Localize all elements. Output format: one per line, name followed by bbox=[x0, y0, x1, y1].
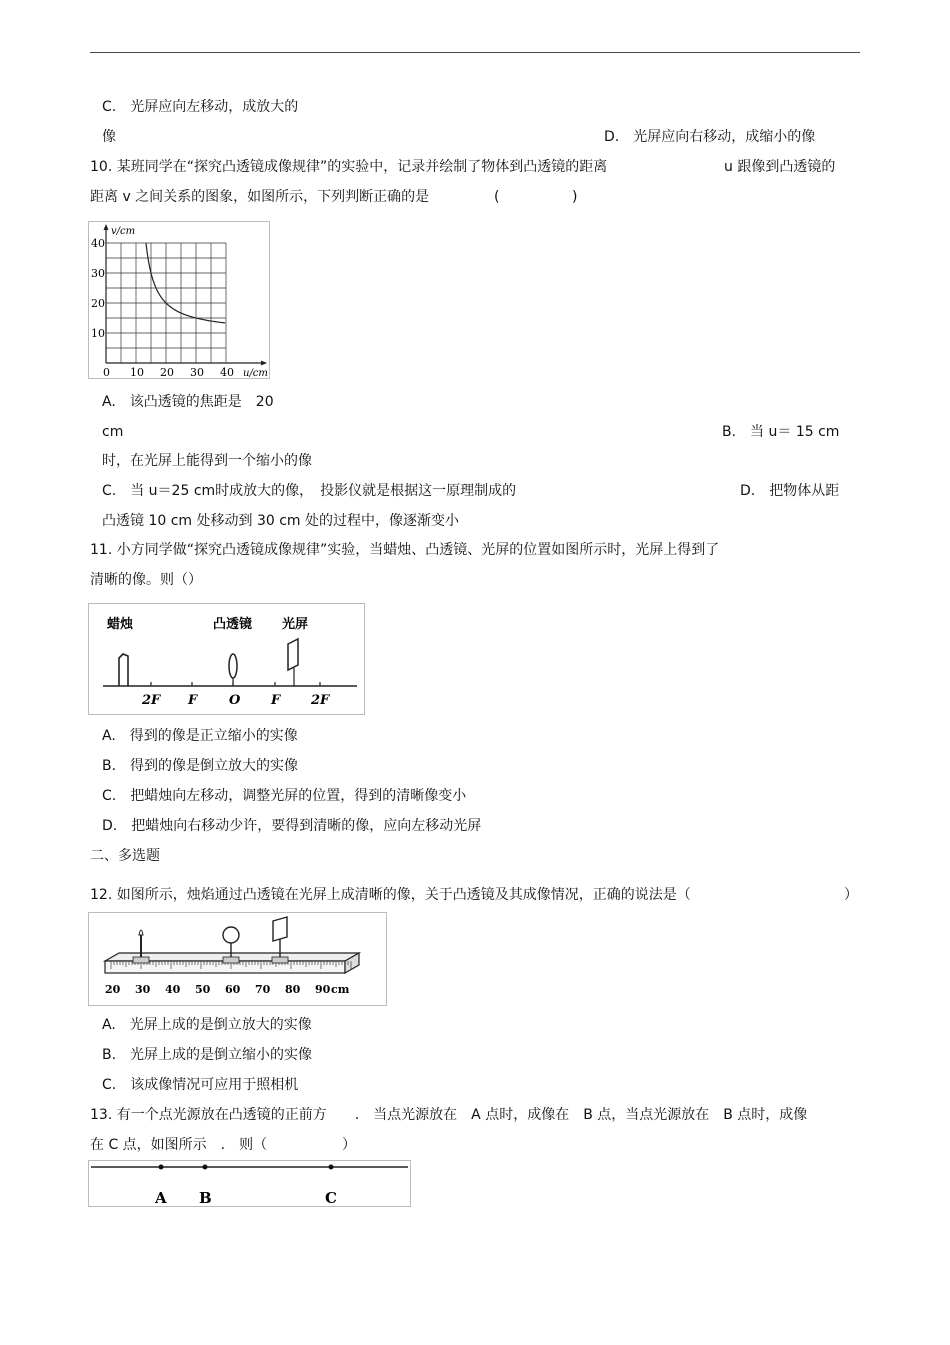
q11-option-a: A. 得到的像是正立缩小的实像 bbox=[102, 728, 298, 744]
ruler-label: 80 bbox=[285, 983, 301, 996]
y-axis-arrow bbox=[104, 224, 109, 230]
q13-stem-line2: 在 C 点，如图所示 . 则（ bbox=[90, 1137, 268, 1153]
x-axis-arrow bbox=[261, 361, 267, 366]
q11-option-d: D. 把蜡烛向右移动少许，要得到清晰的像，应向左移动光屏 bbox=[102, 818, 482, 834]
q11-stem-line1: 11. 小方同学做“探究凸透镜成像规律”实验，当蜡烛、凸透镜、光屏的位置如图所示时，光屏上得到了 bbox=[90, 542, 720, 558]
q9-option-d: D. 光屏应向右移动，成缩小的像 bbox=[604, 129, 816, 145]
q11-option-c: C. 把蜡烛向左移动，调整光屏的位置，得到的清晰像变小 bbox=[102, 788, 467, 804]
focal-mark-label: 2F bbox=[311, 693, 330, 708]
ruler-label: 30 bbox=[135, 983, 151, 996]
y-tick-label: 10 bbox=[91, 327, 105, 340]
ruler-label: 20 bbox=[105, 983, 121, 996]
focal-mark-label: 2F bbox=[142, 693, 161, 708]
ruler-labels bbox=[105, 983, 350, 996]
q13-paren-close: ） bbox=[342, 1137, 356, 1153]
ruler-label: 50 bbox=[195, 983, 211, 996]
q10-paren-close: ) bbox=[572, 189, 578, 205]
ruler-label: cm bbox=[331, 983, 350, 996]
q11-setup-figure bbox=[88, 603, 365, 715]
point-a-dot bbox=[159, 1165, 164, 1170]
candle-holder bbox=[133, 957, 149, 963]
lens-holder bbox=[223, 957, 239, 963]
screen-holder bbox=[272, 957, 288, 963]
point-c-label: C bbox=[325, 1189, 337, 1206]
header-rule bbox=[90, 52, 860, 53]
x-tick-label: 10 bbox=[130, 366, 144, 378]
screen-label: 光屏 bbox=[282, 617, 309, 632]
x-tick-label: 0 bbox=[103, 366, 110, 378]
q12-option-a: A. 光屏上成的是倒立放大的实像 bbox=[102, 1017, 312, 1033]
section-heading-multi: 二、多选题 bbox=[90, 848, 160, 864]
screen-icon bbox=[273, 917, 287, 941]
q11-stem-line2: 清晰的像。则（） bbox=[90, 572, 202, 588]
screen-icon bbox=[288, 639, 298, 670]
lens-label: 凸透镜 bbox=[213, 617, 253, 632]
optical-bench-diagram bbox=[89, 604, 364, 714]
flame-icon bbox=[139, 930, 143, 935]
focal-mark-label: O bbox=[229, 693, 241, 708]
y-tick-label: 30 bbox=[91, 267, 105, 280]
point-a-label: A bbox=[155, 1189, 167, 1206]
q10-option-d: D. 把物体从距 bbox=[740, 483, 840, 499]
q10-option-a-cont: cm bbox=[102, 424, 124, 440]
q10-uv-graph bbox=[88, 221, 270, 379]
q9-option-c: C. 光屏应向左移动，成放大的 bbox=[102, 99, 299, 115]
q12-option-b: B. 光屏上成的是倒立缩小的实像 bbox=[102, 1047, 313, 1063]
y-axis-label: v/cm bbox=[111, 226, 136, 237]
q12-ruler-figure bbox=[88, 912, 387, 1006]
x-tick-label: 40 bbox=[220, 366, 234, 378]
q10-stem-line1: 10. 某班同学在“探究凸透镜成像规律”的实验中，记录并绘制了物体到凸透镜的距离 bbox=[90, 159, 608, 175]
q12-option-c: C. 该成像情况可应用于照相机 bbox=[102, 1077, 299, 1093]
q10-stem-line1-end: u 跟像到凸透镜的 bbox=[724, 159, 836, 175]
lens-icon bbox=[229, 654, 237, 678]
q13-stem-line1: 13. 有一个点光源放在凸透镜的正前方 . 当点光源放在 A 点时，成像在 B 点，当点光源放在 B 点时，成像 bbox=[90, 1107, 808, 1123]
ruler-label: 60 bbox=[225, 983, 241, 996]
q10-option-c: C. 当 u＝25 cm时成放大的像， 投影仪就是根据这一原理制成的 bbox=[102, 483, 517, 499]
q10-option-b: B. 当 u＝ 15 cm bbox=[722, 424, 840, 440]
x-tick-label: 20 bbox=[160, 366, 174, 378]
ruler-label: 70 bbox=[255, 983, 271, 996]
q10-option-b-cont: 时，在光屏上能得到一个缩小的像 bbox=[102, 453, 312, 469]
x-tick-label: 30 bbox=[190, 366, 204, 378]
ruler-label: 40 bbox=[165, 983, 181, 996]
y-tick-label: 40 bbox=[91, 237, 105, 250]
q12-paren-close: ） bbox=[844, 887, 858, 903]
point-b-label: B bbox=[199, 1189, 212, 1206]
ruler-label: 90 bbox=[315, 983, 331, 996]
q10-stem-line2: 距离 v 之间关系的图象，如图所示，下列判断正确的是 bbox=[90, 189, 430, 205]
q10-option-a: A. 该凸透镜的焦距是 20 bbox=[102, 394, 274, 410]
q13-points-figure bbox=[88, 1160, 411, 1207]
q10-paren-open: ( bbox=[494, 189, 500, 205]
point-b-dot bbox=[203, 1165, 208, 1170]
q11-option-b: B. 得到的像是倒立放大的实像 bbox=[102, 758, 299, 774]
uv-chart bbox=[89, 222, 269, 378]
x-axis-label: u/cm bbox=[243, 368, 268, 378]
uv-curve bbox=[146, 243, 225, 323]
q12-stem: 12. 如图所示，烛焰通过凸透镜在光屏上成清晰的像，关于凸透镜及其成像情况，正确的说法是（ bbox=[90, 887, 691, 903]
focal-mark-label: F bbox=[188, 693, 198, 708]
candle-icon bbox=[119, 654, 128, 686]
point-c-dot bbox=[329, 1165, 334, 1170]
candle-label: 蜡烛 bbox=[107, 617, 134, 632]
lens-icon bbox=[223, 927, 239, 943]
y-tick-label: 20 bbox=[91, 297, 105, 310]
q10-option-d-cont: 凸透镜 10 cm 处移动到 30 cm 处的过程中，像逐渐变小 bbox=[102, 513, 459, 529]
ruler-bench-diagram bbox=[89, 913, 386, 1005]
axis-points-diagram bbox=[89, 1161, 410, 1206]
q9-option-c-cont: 像 bbox=[102, 129, 116, 145]
focal-mark-label: F bbox=[271, 693, 281, 708]
